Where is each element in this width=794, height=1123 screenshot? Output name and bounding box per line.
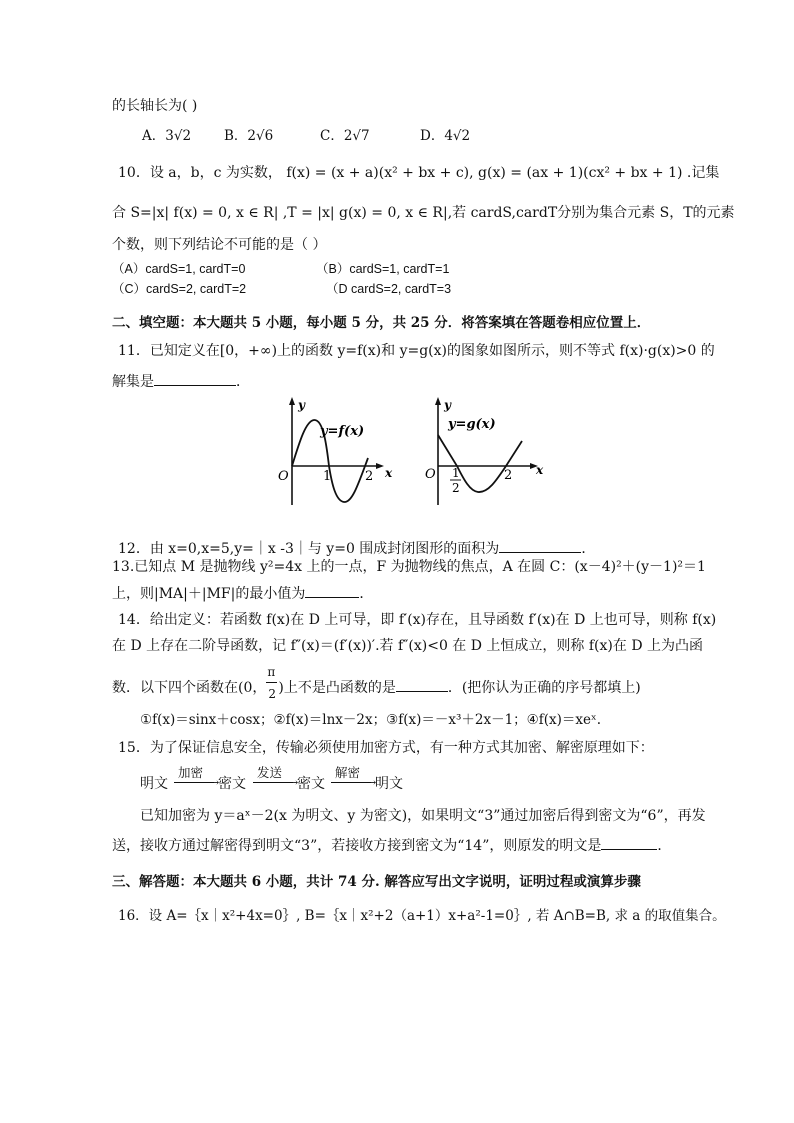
q15-line-1: 15．为了保证信息安全，传输必须使用加密方式，有一种方式其加密、解密原理如下： bbox=[118, 740, 654, 756]
graph-g-axis-y-label: y bbox=[444, 398, 451, 412]
q14-answer-blank bbox=[396, 676, 448, 692]
q15-flow-plain-1: 明文 bbox=[140, 776, 168, 792]
q9-stem-tail: 的长轴长为( ) bbox=[112, 98, 198, 114]
q9-option-a: A．3√2 bbox=[142, 128, 192, 144]
q10-option-c: （C）cardS=2, cardT=2 bbox=[112, 282, 247, 296]
graph-f-tick-2: 2 bbox=[365, 469, 374, 484]
graph-f-axis-x-label: x bbox=[385, 466, 393, 480]
q14-line-3-c: ．(把你认为正确的序号都填上) bbox=[447, 680, 641, 696]
q15-flow-arrowhead-3: → bbox=[367, 776, 377, 789]
q14-line-1: 14．给出定义：若函数 f(x)在 D 上可导，即 f′(x)存在，且导函数 f′(x)在 D 上也可导，则称 f(x) bbox=[118, 612, 717, 628]
q11-line-2-end: ． bbox=[236, 374, 250, 390]
q14-line-4: ①f(x)＝sinx＋cosx；②f(x)＝lnx－2x；③f(x)＝－x³＋2x－1；④f(x)＝xeˣ. bbox=[140, 712, 602, 728]
q10-option-a: （A）cardS=1, cardT=0 bbox=[112, 262, 246, 276]
q14-pi-denominator: 2 bbox=[268, 687, 277, 701]
q15-flow-decrypt: 解密 bbox=[335, 765, 361, 780]
q15-answer-blank bbox=[601, 834, 657, 850]
graph-f-tick-1: 1 bbox=[323, 469, 332, 484]
q13-line-2-text: 上，则|MA|＋|MF|的最小值为 bbox=[112, 586, 306, 602]
q15-line-2: 已知加密为 y＝aˣ－2(x 为明文、y 为密文)，如果明文“3”通过加密后得到密文为“6”，再发 bbox=[140, 808, 706, 824]
graph-f bbox=[272, 395, 402, 510]
graph-g-y-arrow bbox=[435, 397, 441, 405]
q10-line-1: 10．设 a，b，c 为实数， f(x) = (x + a)(x² + bx + c), g(x) = (ax + 1)(cx² + bx + 1) .记集 bbox=[118, 165, 720, 181]
q15-flow-send: 发送 bbox=[257, 765, 283, 780]
graph-g-tick-2: 2 bbox=[504, 468, 513, 483]
section-2-heading: 二、填空题：本大题共 5 小题，每小题 5 分，共 25 分．将答案填在答题卷相应位置上． bbox=[112, 315, 651, 331]
q11-line-1: 11．已知定义在[0，+∞)上的函数 y=f(x)和 y=g(x)的图象如图所示，则不等式 f(x)·g(x)>0 的 bbox=[118, 343, 715, 359]
graph-g-curve-label: y=g(x) bbox=[448, 417, 496, 432]
q11-line-2 bbox=[112, 370, 250, 392]
section-3-heading: 三、解答题：本大题共 6 小题，共计 74 分. 解答应写出文字说明，证明过程或演算步骤 bbox=[112, 874, 641, 890]
q15-flow-arrowhead-2: → bbox=[289, 776, 299, 789]
q12-answer-blank bbox=[499, 537, 581, 553]
q15-flow-arrowhead-1: → bbox=[210, 776, 220, 789]
q15-flow-cipher-2: 密文 bbox=[297, 776, 325, 792]
graph-f-y-arrow bbox=[289, 397, 295, 405]
q15-flow-plain-2: 明文 bbox=[375, 776, 403, 792]
q14-pi-numerator: π bbox=[267, 665, 276, 679]
q14-pi-over-2 bbox=[266, 665, 278, 701]
q9-option-b: B．2√6 bbox=[224, 128, 274, 144]
q10-line-3: 个数，则下列结论不可能的是（ ） bbox=[112, 237, 327, 253]
q14-line-3-b: )上不是凸函数的是 bbox=[278, 680, 396, 696]
q14-line-2: 在 D 上存在二阶导函数，记 f″(x)＝(f′(x))′.若 f″(x)<0 在 D 上恒成立，则称 f(x)在 D 上为凸函 bbox=[112, 638, 704, 654]
q15-flow-arrow-3 bbox=[331, 782, 371, 783]
q16-line: 16．设 A=｛x｜x²+4x=0｝, B=｛x｜x²+2（a+1）x+a²-1=0｝, 若 A∩B=B, 求 a 的取值集合。 bbox=[118, 908, 726, 924]
q13-line-2 bbox=[112, 582, 373, 604]
graph-f-origin: O bbox=[278, 469, 289, 484]
q15-line-3-end: ． bbox=[657, 838, 672, 854]
graph-g bbox=[422, 395, 552, 510]
q15-flow-cipher-1: 密文 bbox=[218, 776, 246, 792]
graph-g-tick-half-num: 1 bbox=[452, 466, 460, 480]
q13-line-2-end: ． bbox=[359, 586, 374, 602]
graph-f-x-arrow bbox=[376, 463, 384, 469]
q15-line-3-text: 送，接收方通过解密得到明文“3”，若接收方接到密文为“14”，则原发的明文是 bbox=[112, 838, 602, 854]
graph-g-axis-x-label: x bbox=[536, 463, 544, 477]
q15-flow-arrow-1 bbox=[174, 782, 214, 783]
q10-line-2: 合 S=|x| f(x) = 0, x ∈ R| ,T = |x| g(x) = 0, x ∈ R|,若 cardS,cardT分别为集合元素 S，T的元素 bbox=[112, 205, 735, 221]
graph-g-origin: O bbox=[425, 467, 436, 482]
q14-line-3 bbox=[112, 665, 641, 701]
q12-end: ． bbox=[581, 541, 596, 557]
q13-line-1: 13.已知点 M 是抛物线 y²=4x 上的一点，F 为抛物线的焦点，A 在圆 C：(x－4)²＋(y－1)²＝1 bbox=[112, 559, 706, 575]
graph-f-curve-label: y=f(x) bbox=[320, 424, 365, 439]
graph-f-axis-y-label: y bbox=[298, 398, 305, 412]
q13-answer-blank bbox=[305, 582, 359, 598]
q15-flow-arrow-2 bbox=[253, 782, 293, 783]
q10-option-d: （D cardS=2, cardT=3 bbox=[326, 282, 452, 296]
q11-line-2-text: 解集是 bbox=[112, 374, 154, 390]
graph-g-tick-half-den: 2 bbox=[452, 481, 460, 495]
q15-line-3 bbox=[112, 834, 671, 856]
q15-flow-encrypt: 加密 bbox=[178, 765, 204, 780]
graph-g-curve bbox=[438, 435, 522, 492]
q12-text: 12．由 x=0,x=5,y=｜x -3｜与 y=0 围成封闭图形的面积为 bbox=[118, 541, 500, 557]
q9-option-c: C．2√7 bbox=[320, 128, 370, 144]
q14-line-3-a: 数．以下四个函数在(0， bbox=[112, 680, 267, 696]
q11-answer-blank bbox=[154, 370, 236, 386]
q14-fraction-bar bbox=[266, 682, 277, 683]
q9-option-d: D．4√2 bbox=[420, 128, 471, 144]
q10-option-b: （B）cardS=1, cardT=1 bbox=[316, 262, 450, 276]
q12-line bbox=[118, 537, 595, 559]
